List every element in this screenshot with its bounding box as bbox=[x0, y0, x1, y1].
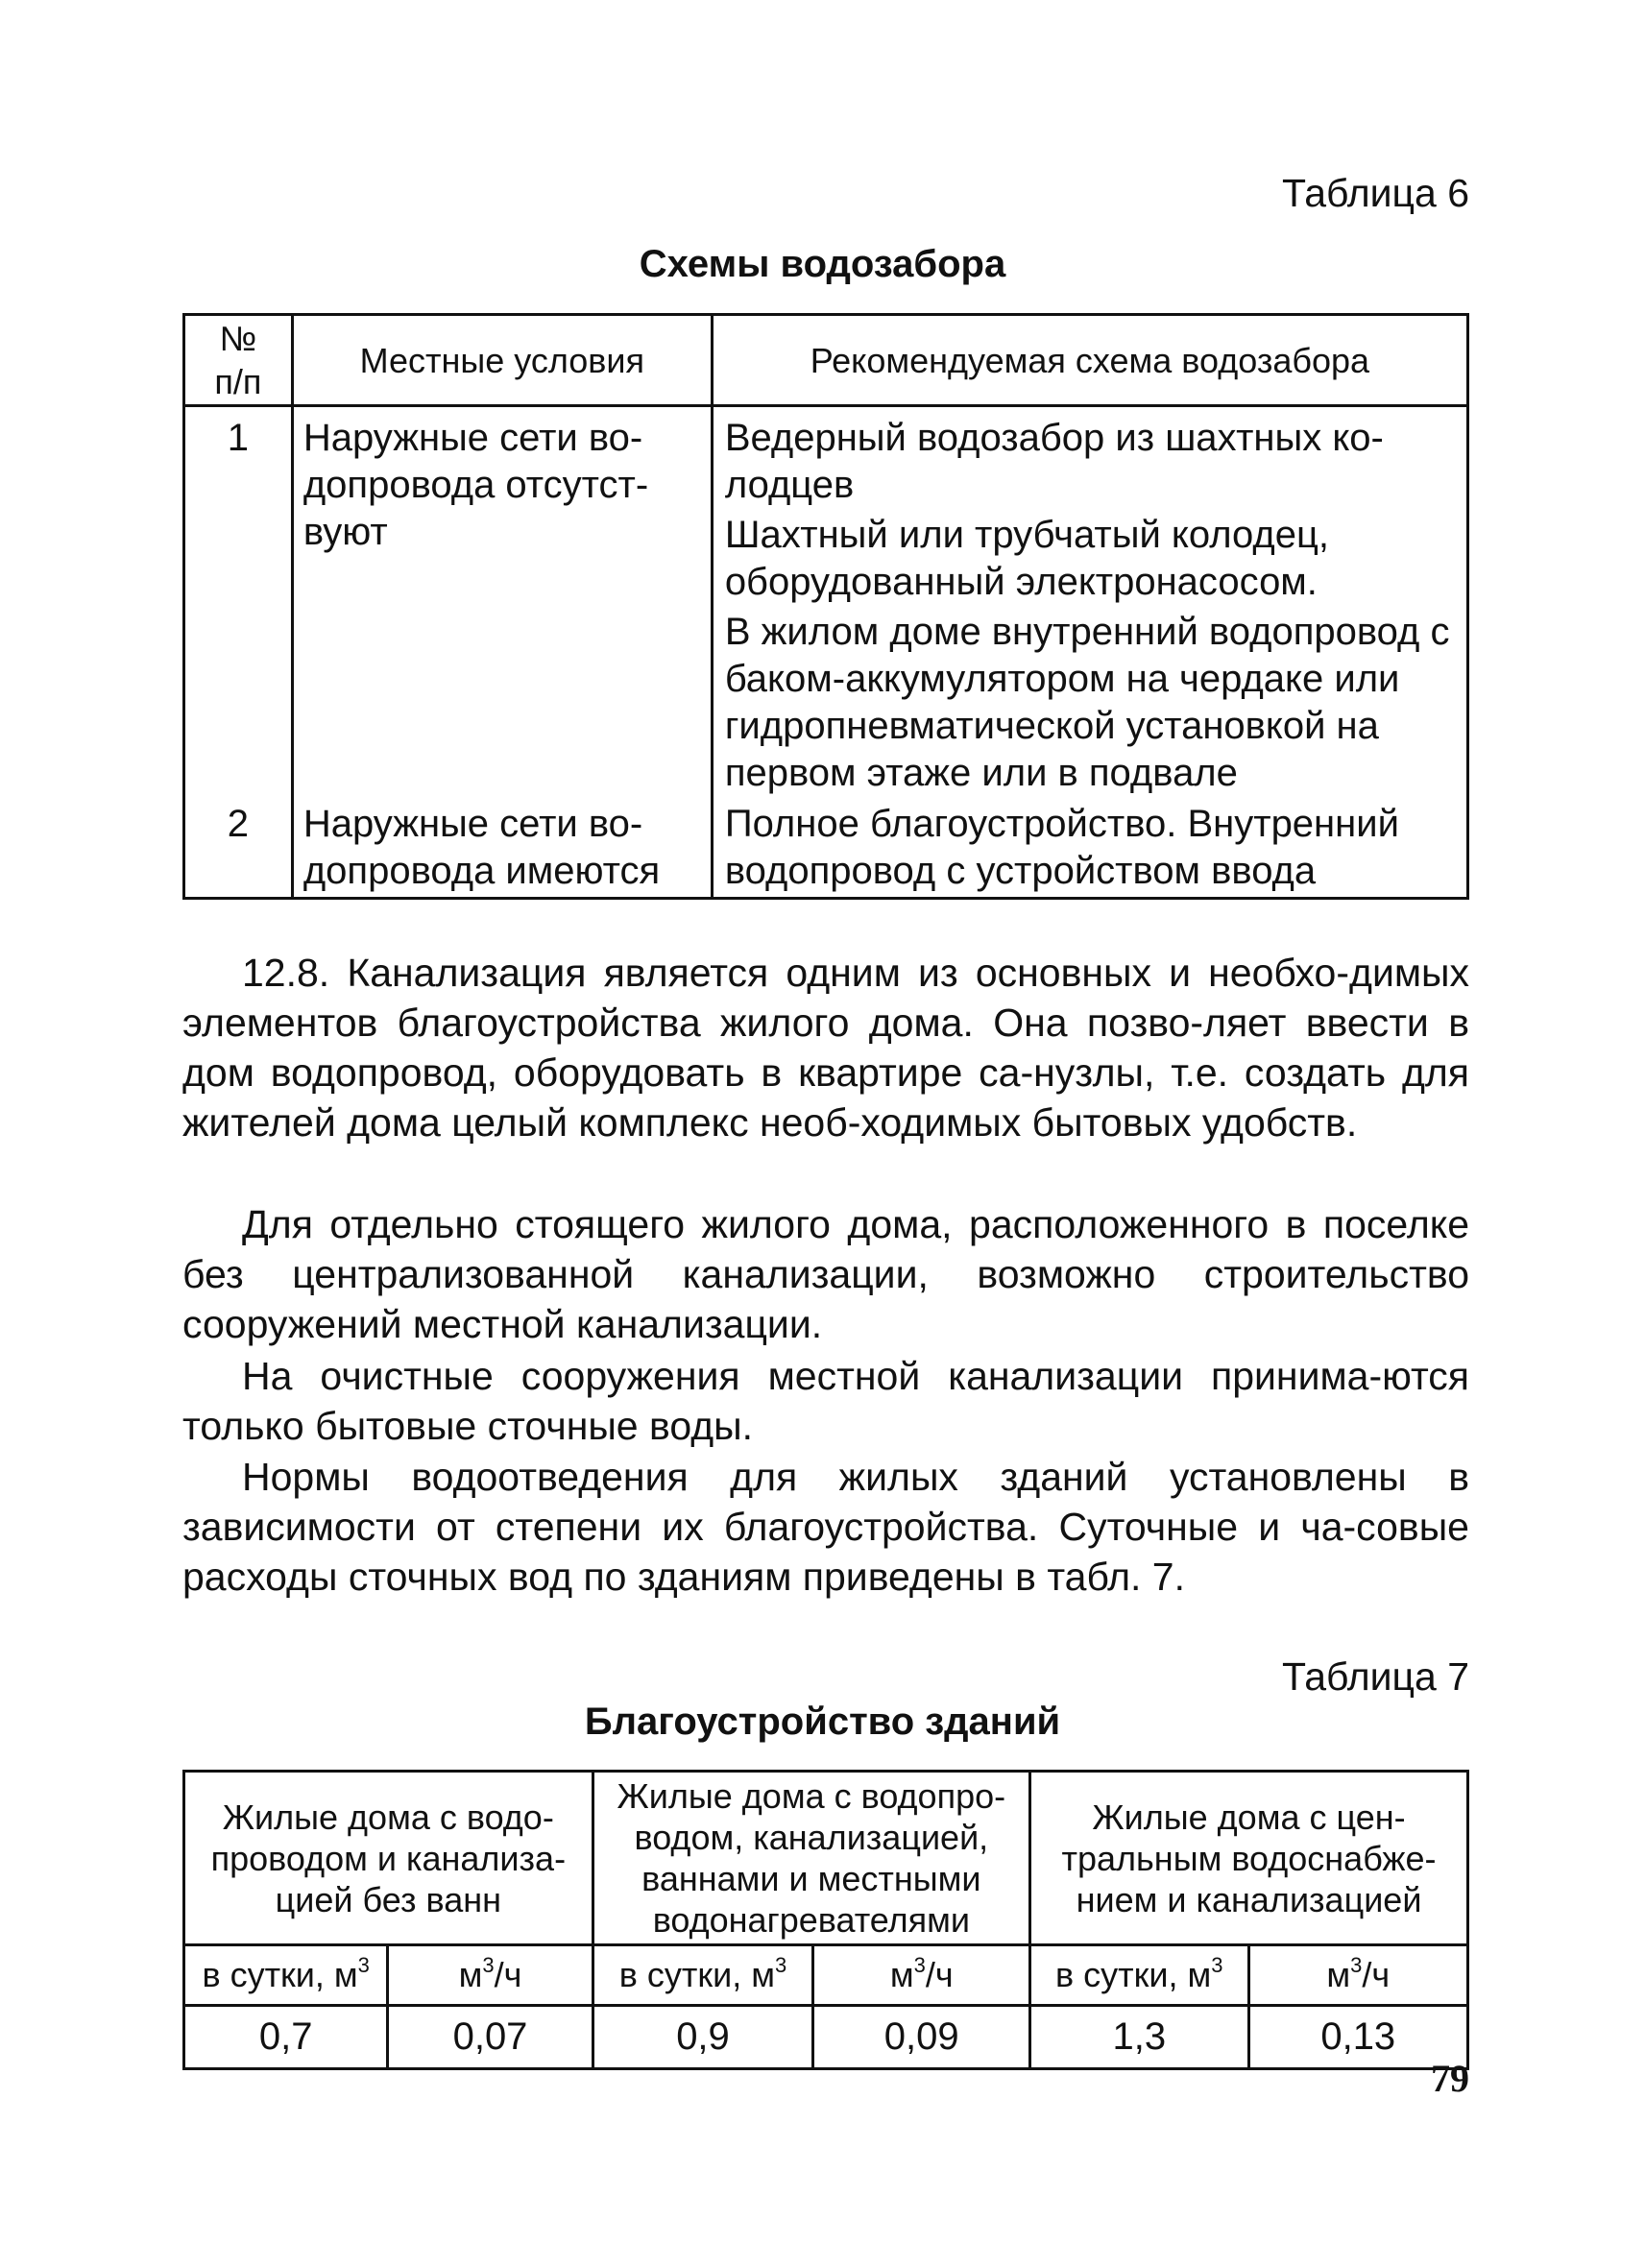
body-paragraph: Для отдельно стоящего жилого дома, расположенного в поселке без централизованной канализации, возможно строительство сооружений местной канализации. bbox=[182, 1202, 1469, 1346]
table6-scheme-item: Полное благоустройство. Внутренний водопровод с устройством ввода bbox=[724, 803, 1399, 892]
table7-value-row bbox=[184, 2006, 1468, 2069]
table6-header-scheme: Рекомендуемая схема водозабора bbox=[712, 315, 1467, 406]
table6-scheme-item: В жилом доме внутренний водопровод с баком-аккумулятором на чердаке или гидропневматической установкой на первом этаже или в подвале bbox=[724, 611, 1450, 794]
table7-value-cell: 0,7 bbox=[184, 2006, 388, 2069]
body-paragraph: Нормы водоотведения для жилых зданий установлены в зависимости от степени их благоустройства. Суточные и ча-совые расходы сточных вод по зданиям приведены в табл. 7. bbox=[182, 1455, 1469, 1599]
table6-row-conditions: Наружные сети во-допровода отсутст-вуют bbox=[292, 406, 712, 802]
table7-value-cell: 0,9 bbox=[593, 2006, 813, 2069]
table7-value-cell: 1,3 bbox=[1030, 2006, 1249, 2069]
table7-group-header: Жилые дома с водопро-водом, канализацией, ваннами и местными водонагревателями bbox=[593, 1772, 1029, 1945]
table7 bbox=[182, 1770, 1469, 2070]
body-paragraph: 12.8. Канализация является одним из основных и необхо-димых элементов благоустройства жилого дома. Она позво-ляет ввести в дом водопровод, оборудовать в квартире са-нузлы, т.е. создать для жителей дома целый комплекс необ-ходимых бытовых удобств. bbox=[182, 951, 1469, 1145]
table6-row bbox=[184, 801, 1468, 899]
table6-row bbox=[184, 406, 1468, 802]
table6 bbox=[182, 313, 1469, 900]
table6-row-num: 2 bbox=[184, 801, 293, 899]
table7-group-row bbox=[184, 1772, 1468, 1945]
table7-value-cell: 0,07 bbox=[388, 2006, 593, 2069]
table6-row-schemes bbox=[712, 406, 1467, 802]
table6-row-conditions: Наружные сети во-допровода имеются bbox=[292, 801, 712, 899]
table7-subheader-per-day: в сутки, $м^3$ bbox=[184, 1945, 388, 2006]
table6-title: Схемы водозабора bbox=[639, 243, 1006, 285]
table6-scheme-item: Ведерный водозабор из шахтных ко-лодцев bbox=[724, 417, 1384, 506]
table7-subheader-per-hour: $м^3/ч$ bbox=[1248, 1945, 1467, 2006]
page-number: 79 bbox=[1431, 2057, 1469, 2100]
table7-subheader-per-day: в сутки, $м^3$ bbox=[593, 1945, 813, 2006]
table7-value-cell: 0,13 bbox=[1248, 2006, 1467, 2069]
table7-subheader-row bbox=[184, 1945, 1468, 2006]
table6-label: Таблица 6 bbox=[1282, 171, 1469, 215]
table7-value-cell: 0,09 bbox=[813, 2006, 1030, 2069]
table6-row-num: 1 bbox=[184, 406, 293, 802]
body-paragraph: На очистные сооружения местной канализации принима-ются только бытовые сточные воды. bbox=[182, 1354, 1469, 1448]
table7-title: Благоустройство зданий bbox=[584, 1701, 1061, 1743]
table6-scheme-item: Шахтный или трубчатый колодец, оборудованный электронасосом. bbox=[724, 514, 1329, 603]
table6-header-conditions: Местные условия bbox=[292, 315, 712, 406]
table6-header-num: № п/п bbox=[184, 315, 293, 406]
table6-header-row bbox=[184, 315, 1468, 406]
table7-group-header: Жилые дома с водо-проводом и канализа-цией без ванн bbox=[184, 1772, 593, 1945]
table7-group-header: Жилые дома с цен-тральным водоснабже-нием и канализацией bbox=[1030, 1772, 1468, 1945]
table7-subheader-per-day: в сутки, $м^3$ bbox=[1030, 1945, 1249, 2006]
table7-subheader-per-hour: $м^3/ч$ bbox=[388, 1945, 593, 2006]
table6-row-schemes bbox=[712, 801, 1467, 899]
table7-subheader-per-hour: $м^3/ч$ bbox=[813, 1945, 1030, 2006]
table7-label: Таблица 7 bbox=[1282, 1654, 1469, 1699]
